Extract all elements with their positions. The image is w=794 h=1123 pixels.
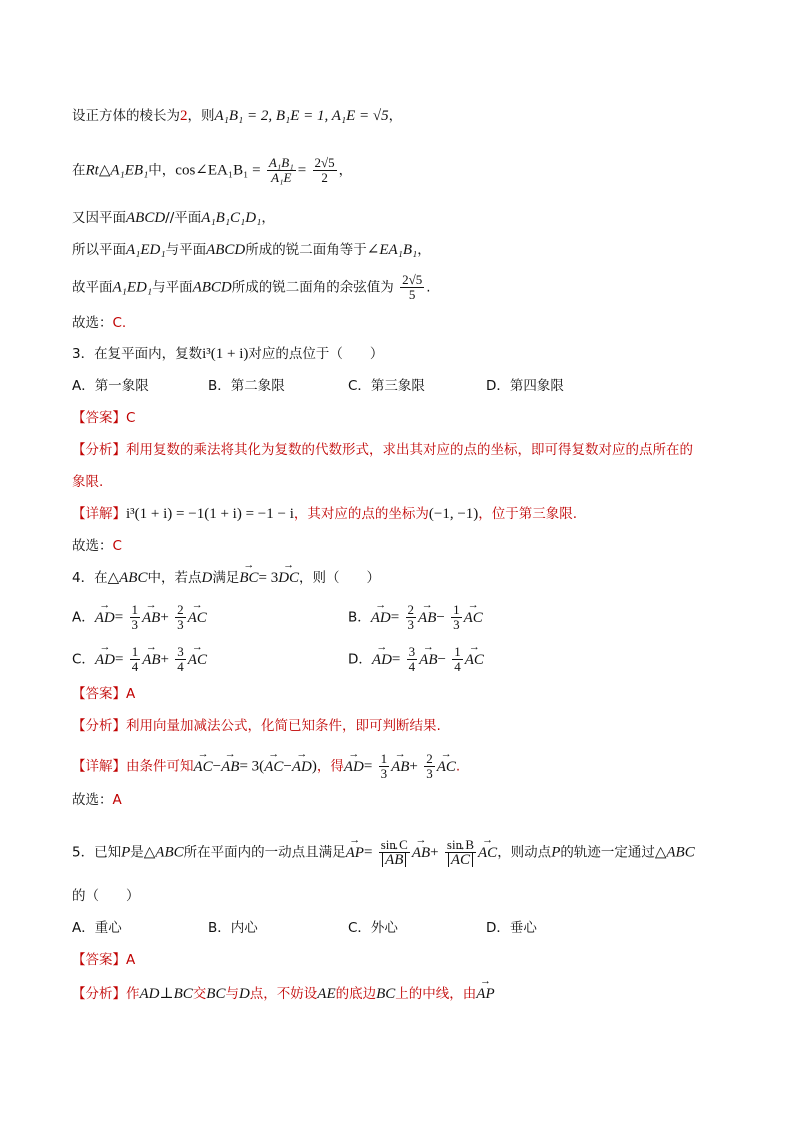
math: i³(1 + i) (202, 346, 249, 362)
math: P (121, 844, 131, 861)
q3-detail (72, 504, 577, 524)
question-5-stem: 5．已知P是△ABC所在平面内的一动点且满足→ AP= sin C → AB → AB+ sin B → AC → AC，则动点P的轨迹一定通过△ABC (72, 838, 695, 867)
analysis-label: 【分析】 (72, 442, 126, 458)
text: 所在平面内的一动点且满足 (183, 844, 346, 861)
q4-analysis (72, 716, 441, 736)
question-3-stem (72, 344, 383, 364)
answer-value: C (126, 410, 136, 426)
answer-label: 【答案】 (72, 410, 126, 426)
math: = (297, 162, 307, 179)
q4-option-a: A．→ AD= $\frac{1}{3}$ → AB+ $\frac{2}{3}$ → AC (72, 603, 207, 632)
math: △ABC (143, 844, 184, 861)
question-5-stem-cont: 的（ ） (72, 888, 140, 904)
text: ，得 (316, 758, 344, 775)
q3-answer (72, 408, 135, 428)
math: Rt△A₁EB₁ (85, 162, 149, 179)
q5-option-c: C．外心 (348, 920, 398, 936)
q4-select (72, 790, 122, 810)
answer-label: 【答案】 (72, 686, 126, 702)
text: 是 (130, 844, 144, 861)
text: . (426, 279, 431, 296)
fraction: $\frac{2√5}{2}$ (314, 155, 335, 185)
fraction: $\frac{\text{A₁B₁}}{\text{A₁E}}$ (268, 155, 294, 185)
math: i³(1 + i) = −1(1 + i) = −1 − i (126, 506, 294, 522)
q5-option-d: D．垂心 (486, 920, 537, 936)
text: ，位于第三象限. (478, 506, 578, 522)
text: ， (338, 162, 353, 179)
answer-value: A (126, 952, 136, 968)
math: (−1, −1) (428, 506, 479, 522)
vector: → DC (278, 568, 299, 588)
q3-option-b: B．第二象限 (208, 378, 285, 394)
select-value: A (112, 792, 122, 808)
q4-option-b: B．→ AD= $\frac{2}{3}$ → AB− $\frac{1}{3}$ → AC (348, 603, 483, 632)
analysis-text: 利用复数的乘法将其化为复数的代数形式，求出其对应的点的坐标，即可得复数对应的点所在的 (126, 442, 693, 458)
q4-detail: 【详解】由条件可知→ AC−→ AB= 3(→ AC−→ AD)，得→ AD= $\frac{1}{3}$ → AB+ $\frac{2}{3}$ → AC. (72, 752, 460, 781)
analysis-label: 【分析】 (72, 718, 126, 734)
detail-label: 【详解】 (72, 758, 126, 775)
text: ，其对应的点的坐标为 (293, 506, 429, 522)
math: ABCD (126, 210, 166, 226)
detail-label: 【详解】 (72, 506, 126, 522)
math: A₁ED₁ (112, 279, 153, 296)
text: ， (261, 210, 275, 226)
solution-line-angle (72, 240, 431, 260)
text: 故选： (72, 315, 113, 331)
math: D (201, 570, 213, 586)
text: 设正方体的棱长为 (72, 108, 180, 124)
text: ， (388, 108, 403, 124)
math: A₁B₁ = 2, B₁E = 1, A₁E = √5 (214, 108, 389, 124)
text: 与平面 (165, 242, 207, 258)
q4-answer (72, 684, 135, 704)
text: 故选： (72, 792, 113, 808)
text: 在 (72, 162, 86, 179)
math: cos∠EA₁B₁ = (175, 162, 261, 179)
text: 4．在 (72, 570, 108, 586)
q3-option-d: D．第四象限 (486, 378, 564, 394)
math: = 3 (258, 570, 279, 586)
q5-option-b: B．内心 (208, 920, 258, 936)
vector: → BC (239, 568, 258, 588)
analysis-text: 利用向量加减法公式，化简已知条件，即可判断结果. (126, 718, 441, 734)
select-line (72, 313, 126, 333)
answer-label: 【答案】 (72, 952, 126, 968)
text: 中，若点 (147, 570, 202, 586)
text: 3．在复平面内，复数 (72, 346, 203, 362)
question-4-stem (72, 568, 380, 588)
text: 对应的点位于（ ） (248, 346, 384, 362)
q3-option-a: A．第一象限 (72, 378, 149, 394)
solution-line-parallel (72, 208, 275, 228)
q3-option-c: C．第三象限 (348, 378, 425, 394)
text: 与平面 (152, 279, 193, 296)
text: 的轨迹一定通过 (560, 844, 655, 861)
q5-option-a: A．重心 (72, 920, 122, 936)
answer-value: A (126, 686, 136, 702)
q3-analysis (72, 440, 693, 460)
select-value: C (112, 538, 122, 554)
text: ， (417, 242, 431, 258)
text: //平面 (165, 210, 202, 226)
text: 所成的锐二面角等于 (245, 242, 367, 258)
text: 故平面 (72, 279, 113, 296)
q3-analysis-cont: 象限. (72, 474, 104, 490)
text: ，则 (187, 108, 215, 124)
math: ∠EA₁B₁ (366, 242, 418, 258)
math: ABCD (206, 242, 246, 258)
q4-option-d: D．→ AD= $\frac{3}{4}$ → AB− $\frac{1}{4}$ → AC (348, 645, 484, 674)
analysis-label: 【分析】 (72, 986, 126, 1002)
math: A₁B₁C₁D₁ (201, 210, 262, 226)
solution-line-conclusion (72, 273, 431, 302)
text: 所以平面 (72, 242, 126, 258)
q4-option-c: C．→ AD= $\frac{1}{4}$ → AB+ $\frac{3}{4}$ → AC (72, 645, 207, 674)
text: ，则动点 (497, 844, 552, 861)
math: ABCD (192, 279, 232, 296)
math: 2 (180, 108, 188, 124)
select-value: C. (112, 315, 127, 331)
q3-select (72, 536, 122, 556)
text: 满足 (212, 570, 240, 586)
fraction: $\frac{2√5}{5}$ (402, 272, 423, 302)
math: A₁ED₁ (126, 242, 166, 258)
text: 所成的锐二面角的余弦值为 (231, 279, 394, 296)
text: 5．已知 (72, 844, 122, 861)
solution-line-cos (72, 156, 352, 185)
math: △ABC (107, 570, 148, 586)
text: 又因平面 (72, 210, 126, 226)
q5-answer (72, 950, 135, 970)
text: ，则（ ） (299, 570, 381, 586)
q5-analysis: 【分析】作AD⊥BC交BC与D点，不妨设AE的底边BC上的中线，由→ AP (72, 984, 495, 1004)
solution-line-edge (72, 106, 402, 126)
text: 故选： (72, 538, 113, 554)
text: 中， (148, 162, 176, 179)
text: 由条件可知 (126, 758, 194, 775)
